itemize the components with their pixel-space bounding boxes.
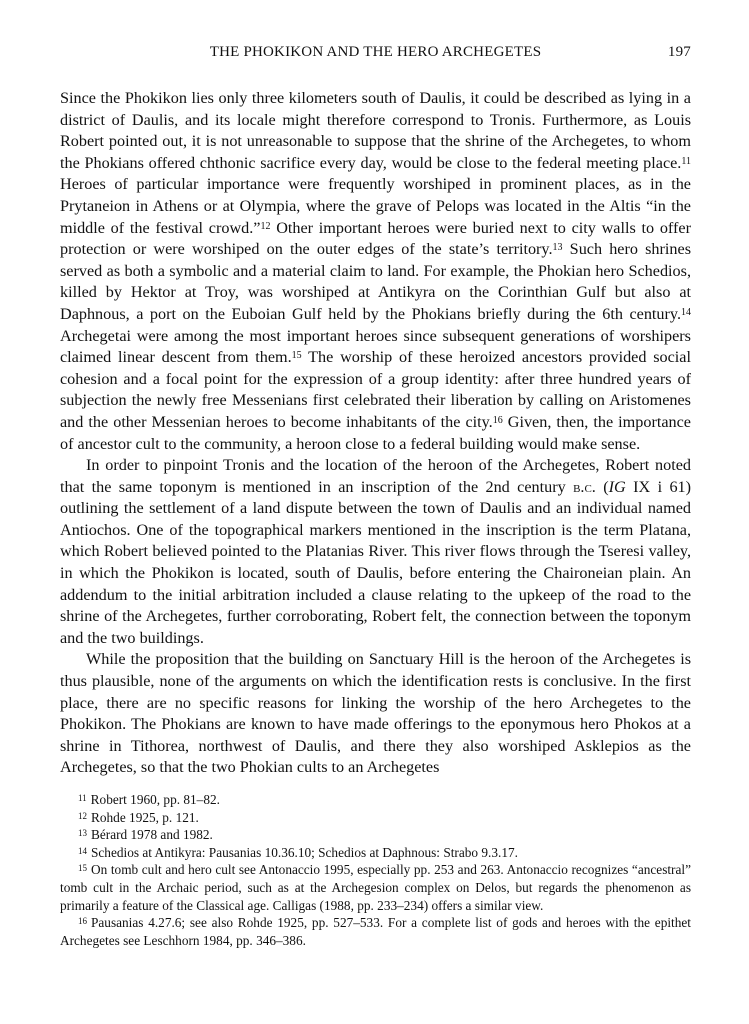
footnote-number: 15 bbox=[78, 863, 87, 874]
inscription-corpus-abbreviation: IG bbox=[608, 477, 626, 496]
footnote-ref-11[interactable]: 11 bbox=[681, 155, 691, 167]
footnote-12 bbox=[60, 809, 691, 827]
footnote-ref-15[interactable]: 15 bbox=[291, 350, 302, 362]
era-abbreviation: b.c. bbox=[573, 477, 596, 496]
footnote-number: 12 bbox=[78, 810, 87, 821]
running-title: THE PHOKIKON AND THE HERO ARCHEGETES bbox=[209, 44, 542, 60]
footnote-text: Rohde 1925, p. 121. bbox=[91, 809, 199, 825]
footnote-number: 11 bbox=[78, 793, 87, 803]
main-text bbox=[60, 88, 691, 779]
footnote-number: 13 bbox=[78, 828, 87, 839]
text-run: In order to pinpoint Tronis and the location of the heroon of the Archegetes, Robert noted that the same toponym is mentioned in an inscription of the 2nd century bbox=[60, 456, 691, 496]
footnote-ref-12[interactable]: 12 bbox=[260, 220, 271, 232]
footnote-text: Schedios at Antikyra: Pausanias 10.36.10; Schedios at Daphnous: Strabo 9.3.17. bbox=[91, 844, 518, 860]
text-run: Such hero shrines served as both a symbolic and a material claim to land. For example, the Phokian hero Schedios, killed by Hektor at Troy, was worshiped at Antikyra on the Corinthian Gulf but also at Daphnous, a port on the Euboian Gulf held by the Phokians briefly during the 6th century. bbox=[60, 240, 691, 323]
footnote-text: Robert 1960, pp. 81–82. bbox=[90, 792, 220, 807]
footnote-text: Bérard 1978 and 1982. bbox=[91, 827, 213, 843]
text-run: Other important heroes were buried next to city walls to offer protection or were worshiped on the outer edges of the state’s territory. bbox=[60, 218, 691, 259]
footnote-number: 16 bbox=[78, 916, 87, 927]
text-run: ( bbox=[595, 477, 609, 496]
footnote-13 bbox=[60, 826, 691, 844]
footnote-ref-13[interactable]: 13 bbox=[552, 242, 563, 254]
text-run: Since the Phokikon lies only three kilometers south of Daulis, it could be described as lying in a district of Daulis, and its locale might therefore correspond to Tronis. Furthermore, as Louis Robert pointed out, it is not unreasonable to suppose that the shrine of the Archegetes, to whom the Phokians offered chthonic sacrifice every day, would be close to the federal meeting place. bbox=[60, 89, 691, 172]
text-run: Given, then, the importance of ancestor cult to the community, a heroon close to a federal building would make sense. bbox=[60, 412, 691, 453]
paragraph-2 bbox=[60, 455, 691, 649]
footnote-16 bbox=[60, 914, 691, 949]
paragraph-3: While the proposition that the building on Sanctuary Hill is the heroon of the Archegetes is thus plausible, none of the arguments on which the identification rests is conclusive. In the first place, there are no specific reasons for linking the worship of the hero Archegetes to the Phokikon. The Phokians are known to have made offerings to the eponymous hero Phokos at a shrine in Tithorea, northwest of Daulis, and there they also worshiped Asklepios as the Archegetes, so that the two Phokian cults to an Archegetes bbox=[60, 650, 691, 777]
footnote-ref-16[interactable]: 16 bbox=[492, 414, 503, 426]
footnote-number: 14 bbox=[78, 845, 87, 856]
footnote-15 bbox=[60, 861, 691, 914]
footnote-text: On tomb cult and hero cult see Antonaccio 1995, especially pp. 253 and 263. Antonaccio recognizes “ancestral” tomb cult in the Archaic period, such as at the Archegesion complex on Delos, but regards the phenomenon as primarily a feature of the Classical age. Calligas (1988, pp. 233–234) offers a similar view. bbox=[60, 862, 691, 913]
page-number: 197 bbox=[667, 44, 691, 60]
text-run: The worship of these heroized ancestors provided social cohesion and a focal point for the expression of a group identity: after three hundred years of subjection the newly free Messenians first celebrated their liberation by calling on Aristomenes and the other Messenian heroes to become inhabitants of the city. bbox=[60, 348, 691, 431]
paragraph-1 bbox=[60, 88, 691, 455]
footnotes bbox=[60, 791, 691, 949]
footnote-ref-14[interactable]: 14 bbox=[681, 306, 691, 318]
text-run: Heroes of particular importance were frequently worshiped in prominent places, as in the Prytaneion in Athens or at Olympia, where the grave of Pelops was located in the Altis “in the middle of the festival crowd.” bbox=[60, 175, 691, 237]
footnote-14 bbox=[60, 844, 691, 862]
text-run: Archegetai were among the most important heroes since subsequent generations of worshipers claimed linear descent from them. bbox=[60, 326, 691, 367]
text-run: IX i 61) outlining the settlement of a land dispute between the town of Daulis and an individual named Antiochos. One of the topographical markers mentioned in the inscription is the term Platana, which Robert believed pointed to the Platanias River. This river flows through the Tseresi valley, in which the Phokikon is located, south of Daulis, before entering the Chaironeian plain. An addendum to the initial arbitration included a clause relating to the upkeep of the road to the shrine of the Archegetes, further corroborating, Robert felt, the connection between the toponym and the two buildings. bbox=[60, 477, 692, 647]
footnote-11 bbox=[60, 791, 691, 809]
footnote-text: Pausanias 4.27.6; see also Rohde 1925, pp. 527–533. For a complete list of gods and heroes with the epithet Archegetes see Leschhorn 1984, pp. 346–386. bbox=[60, 915, 691, 948]
